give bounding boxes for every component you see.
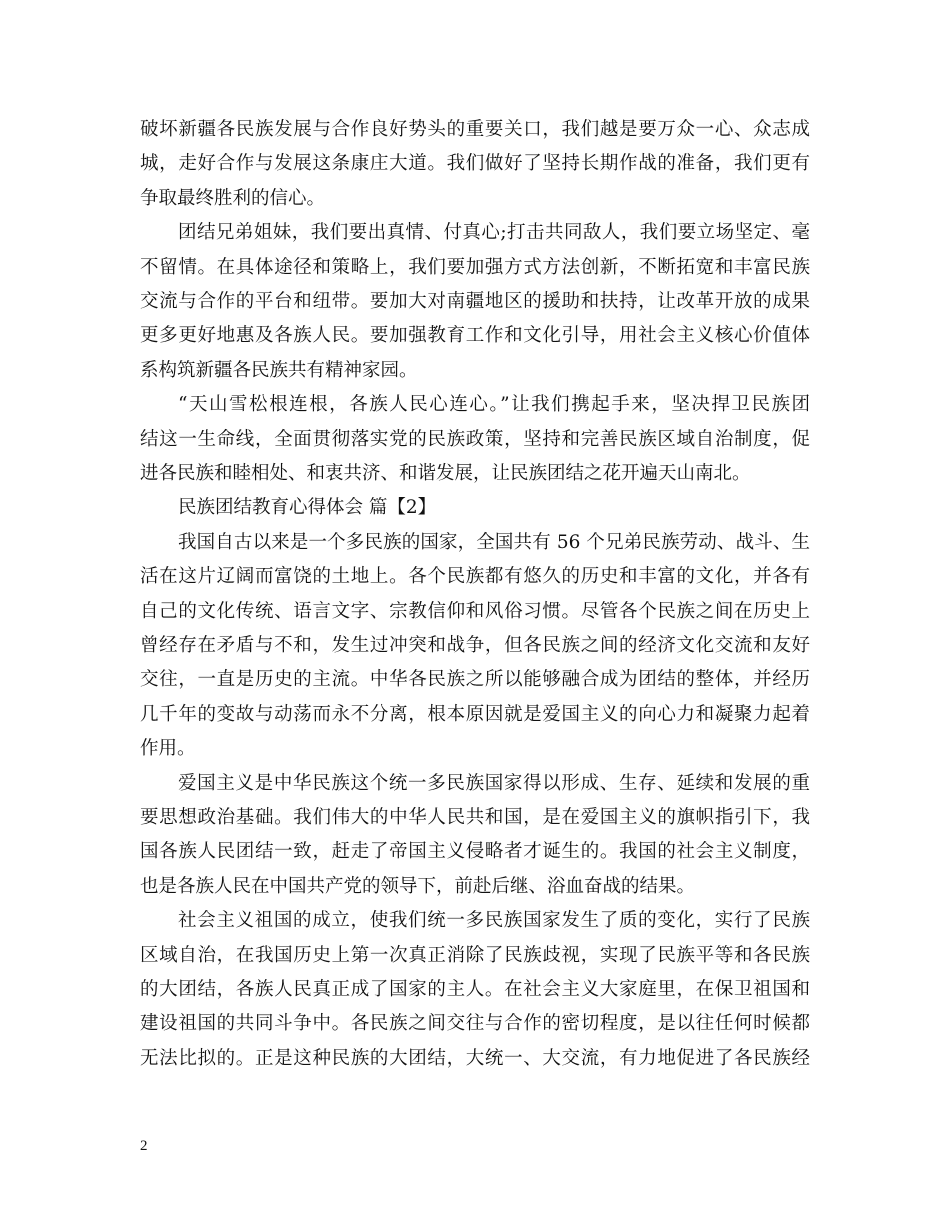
text-line: 曾经存在矛盾与不和，发生过冲突和战争，但各民族之间的经济文化交流和友好 — [140, 635, 810, 656]
text-line: 自己的文化传统、语言文字、宗教信仰和风俗习惯。尽管各个民族之间在历史上 — [140, 600, 810, 622]
page-number: 2 — [140, 1138, 148, 1154]
text-line: 不留情。在具体途径和策略上，我们要加强方式方法创新，不断拓宽和丰富民族 — [140, 256, 810, 278]
text-line: 要思想政治基础。我们伟大的中华人民共和国，是在爱国主义的旗帜指引下，我 — [140, 807, 810, 828]
text-line: 交往，一直是历史的主流。中华各民族之所以能够融合成为团结的整体，并经历 — [140, 669, 810, 691]
text-line: 更多更好地惠及各族人民。要加强教育工作和文化引导，用社会主义核心价值体 — [140, 325, 810, 347]
text-line: 结这一生命线，全面贯彻落实党的民族政策，坚持和完善民族区域自治制度，促 — [140, 428, 810, 450]
text-line: 进各民族和睦相处、和衷共济、和谐发展，让民族团结之花开遍天山南北。 — [140, 463, 751, 484]
text-line: 破坏新疆各民族发展与合作良好势头的重要关口，我们越是要万众一心、众志成 — [140, 119, 810, 140]
text-line: 争取最终胜利的信心。 — [140, 187, 326, 209]
text-line: 爱国主义是中华民族这个统一多民族国家得以形成、生存、延续和发展的重 — [178, 772, 810, 794]
text-line: 活在这片辽阔而富饶的土地上。各个民族都有悠久的历史和丰富的文化，并各有 — [140, 566, 810, 588]
text-line: 几千年的变故与动荡而永不分离，根本原因就是爱国主义的向心力和凝聚力起着 — [140, 703, 810, 725]
text-line: 的大团结，各族人民真正成了国家的主人。在社会主义大家庭里，在保卫祖国和 — [140, 979, 810, 1000]
text-line: 民族团结教育心得体会 篇【2】 — [178, 497, 437, 519]
text-line: 无法比拟的。正是这种民族的大团结，大统一、大交流，有力地促进了各民族经 — [140, 1047, 810, 1069]
text-line: 区域自治，在我国历史上第一次真正消除了民族歧视，实现了民族平等和各民族 — [140, 944, 810, 966]
text-line: 交流与合作的平台和纽带。要加大对南疆地区的援助和扶持，让改革开放的成果 — [140, 291, 810, 312]
text-line: 我国自古以来是一个多民族的国家，全国共有 56 个兄弟民族劳动、战斗、生 — [178, 531, 810, 553]
text-line: 作用。 — [140, 738, 196, 760]
text-line: 城，走好合作与发展这条康庄大道。我们做好了坚持长期作战的准备，我们更有 — [140, 153, 810, 175]
text-line: 也是各族人民在中国共产党的领导下，前赴后继、浴血奋战的结果。 — [140, 875, 696, 897]
text-line: “天山雪松根连根，各族人民心连心。”让我们携起手来，坚决捍卫民族团 — [178, 394, 810, 416]
text-line: 建设祖国的共同斗争中。各民族之间交往与合作的密切程度，是以往任何时候都 — [140, 1013, 810, 1035]
text-line: 系构筑新疆各民族共有精神家园。 — [140, 359, 418, 381]
text-line: 国各族人民团结一致，赶走了帝国主义侵略者才诞生的。我国的社会主义制度， — [140, 841, 810, 863]
text-line: 社会主义祖国的成立，使我们统一多民族国家发生了质的变化，实行了民族 — [178, 910, 810, 932]
text-line: 团结兄弟姐妹，我们要出真情、付真心;打击共同敌人，我们要立场坚定、毫 — [178, 222, 810, 244]
